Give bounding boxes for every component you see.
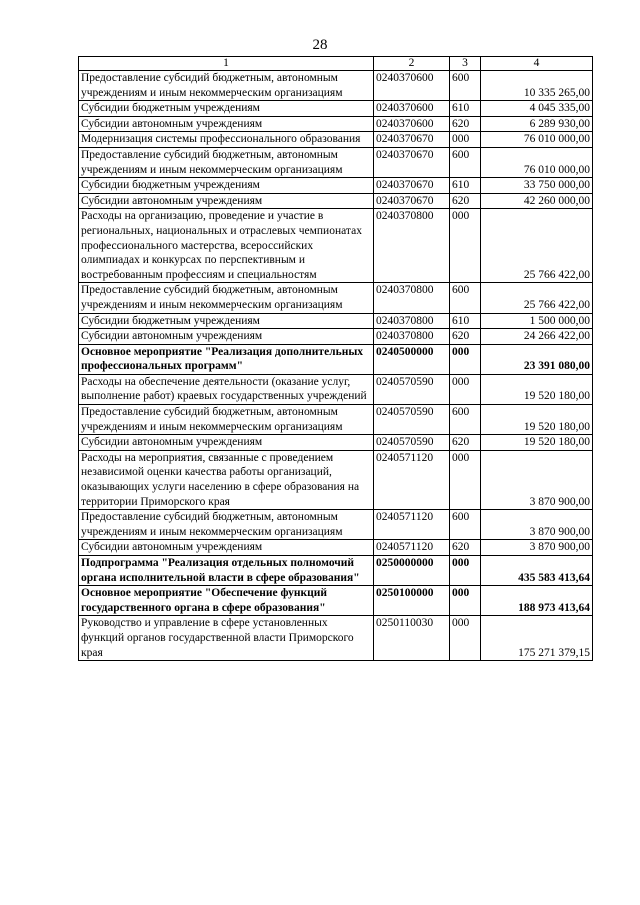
row-code: 0240370800 (374, 209, 450, 283)
row-name: Субсидии автономным учреждениям (79, 193, 374, 209)
table-row (79, 586, 593, 616)
row-type: 620 (450, 116, 481, 132)
table-row (79, 209, 593, 283)
row-amount: 25 766 422,00 (481, 283, 593, 313)
page-number: 28 (312, 37, 328, 53)
row-code: 0240370670 (374, 132, 450, 148)
row-code: 0240370670 (374, 147, 450, 177)
table-row (79, 329, 593, 345)
row-type: 620 (450, 540, 481, 556)
row-code: 0240571120 (374, 540, 450, 556)
table-row (79, 132, 593, 148)
row-name: Субсидии бюджетным учреждениям (79, 313, 374, 329)
row-type: 000 (450, 556, 481, 586)
row-type: 610 (450, 178, 481, 194)
table-body (79, 71, 593, 661)
row-amount: 33 750 000,00 (481, 178, 593, 194)
row-amount: 76 010 000,00 (481, 147, 593, 177)
row-type: 600 (450, 283, 481, 313)
row-type: 600 (450, 71, 481, 101)
row-name: Субсидии бюджетным учреждениям (79, 101, 374, 117)
row-amount: 175 271 379,15 (481, 616, 593, 661)
table-row (79, 193, 593, 209)
row-amount: 4 045 335,00 (481, 101, 593, 117)
table-row (79, 435, 593, 451)
row-code: 0240370670 (374, 193, 450, 209)
row-amount: 19 520 180,00 (481, 435, 593, 451)
row-code: 0250100000 (374, 586, 450, 616)
table-row (79, 71, 593, 101)
row-name: Модернизация системы профессионального образования (79, 132, 374, 148)
table-row (79, 405, 593, 435)
row-type: 620 (450, 193, 481, 209)
row-amount: 435 583 413,64 (481, 556, 593, 586)
row-name: Предоставление субсидий бюджетным, автономным учреждениям и иным некоммерческим организациям (79, 510, 374, 540)
row-code: 0240370600 (374, 71, 450, 101)
row-name: Расходы на организацию, проведение и участие в региональных, национальных и отраслевых чемпионатах профессионального мастерства, всероссийских олимпиадах и конкурсах по перспективным и востребованным профессиям и специальностям (79, 209, 374, 283)
row-amount: 3 870 900,00 (481, 450, 593, 509)
row-name: Подпрограмма "Реализация отдельных полномочий органа исполнительной власти в сфере образования" (79, 556, 374, 586)
row-amount: 6 289 930,00 (481, 116, 593, 132)
row-code: 0240370600 (374, 101, 450, 117)
header-col-3: 3 (450, 57, 481, 71)
table-row (79, 313, 593, 329)
table-row (79, 147, 593, 177)
row-name: Субсидии автономным учреждениям (79, 116, 374, 132)
row-name: Субсидии автономным учреждениям (79, 540, 374, 556)
table-row (79, 450, 593, 509)
table-row (79, 178, 593, 194)
row-name: Руководство и управление в сфере установленных функций органов государственной власти Приморского края (79, 616, 374, 661)
row-code: 0240370800 (374, 329, 450, 345)
row-amount: 3 870 900,00 (481, 510, 593, 540)
row-name: Предоставление субсидий бюджетным, автономным учреждениям и иным некоммерческим организациям (79, 405, 374, 435)
row-amount: 24 266 422,00 (481, 329, 593, 345)
row-code: 0250000000 (374, 556, 450, 586)
table-row (79, 374, 593, 404)
row-amount: 188 973 413,64 (481, 586, 593, 616)
header-col-1: 1 (79, 57, 374, 71)
row-amount: 25 766 422,00 (481, 209, 593, 283)
row-type: 000 (450, 209, 481, 283)
row-type: 600 (450, 405, 481, 435)
table-row (79, 510, 593, 540)
row-code: 0240500000 (374, 344, 450, 374)
row-code: 0240370670 (374, 178, 450, 194)
budget-table (78, 56, 593, 661)
table-row (79, 540, 593, 556)
header-col-2: 2 (374, 57, 450, 71)
row-type: 620 (450, 435, 481, 451)
row-name: Расходы на мероприятия, связанные с проведением независимой оценки качества работы организаций, оказывающих услуги населению в сфере образования на территории Приморского края (79, 450, 374, 509)
table-row (79, 616, 593, 661)
row-code: 0240370600 (374, 116, 450, 132)
row-type: 000 (450, 374, 481, 404)
table-row (79, 116, 593, 132)
row-type: 600 (450, 510, 481, 540)
row-code: 0240370800 (374, 283, 450, 313)
row-name: Предоставление субсидий бюджетным, автономным учреждениям и иным некоммерческим организациям (79, 147, 374, 177)
row-amount: 3 870 900,00 (481, 540, 593, 556)
row-type: 610 (450, 101, 481, 117)
row-name: Основное мероприятие "Обеспечение функций государственного органа в сфере образования" (79, 586, 374, 616)
table-row (79, 283, 593, 313)
header-col-4: 4 (481, 57, 593, 71)
row-type: 000 (450, 450, 481, 509)
row-code: 0240570590 (374, 374, 450, 404)
table-row (79, 344, 593, 374)
row-code: 0240370800 (374, 313, 450, 329)
table-header-row (79, 57, 593, 71)
row-amount: 19 520 180,00 (481, 374, 593, 404)
row-amount: 19 520 180,00 (481, 405, 593, 435)
row-amount: 23 391 080,00 (481, 344, 593, 374)
row-type: 600 (450, 147, 481, 177)
row-code: 0250110030 (374, 616, 450, 661)
row-type: 000 (450, 132, 481, 148)
row-type: 000 (450, 616, 481, 661)
table-row (79, 556, 593, 586)
row-name: Субсидии автономным учреждениям (79, 435, 374, 451)
row-amount: 42 260 000,00 (481, 193, 593, 209)
row-amount: 76 010 000,00 (481, 132, 593, 148)
row-code: 0240570590 (374, 405, 450, 435)
row-code: 0240571120 (374, 510, 450, 540)
row-name: Предоставление субсидий бюджетным, автономным учреждениям и иным некоммерческим организациям (79, 283, 374, 313)
row-type: 610 (450, 313, 481, 329)
row-type: 000 (450, 344, 481, 374)
row-name: Субсидии автономным учреждениям (79, 329, 374, 345)
row-type: 620 (450, 329, 481, 345)
row-code: 0240570590 (374, 435, 450, 451)
table-row (79, 101, 593, 117)
row-name: Расходы на обеспечение деятельности (оказание услуг, выполнение работ) краевых государственных учреждений (79, 374, 374, 404)
row-name: Субсидии бюджетным учреждениям (79, 178, 374, 194)
row-amount: 1 500 000,00 (481, 313, 593, 329)
row-type: 000 (450, 586, 481, 616)
row-name: Предоставление субсидий бюджетным, автономным учреждениям и иным некоммерческим организациям (79, 71, 374, 101)
row-name: Основное мероприятие "Реализация дополнительных профессиональных программ" (79, 344, 374, 374)
row-amount: 10 335 265,00 (481, 71, 593, 101)
row-code: 0240571120 (374, 450, 450, 509)
